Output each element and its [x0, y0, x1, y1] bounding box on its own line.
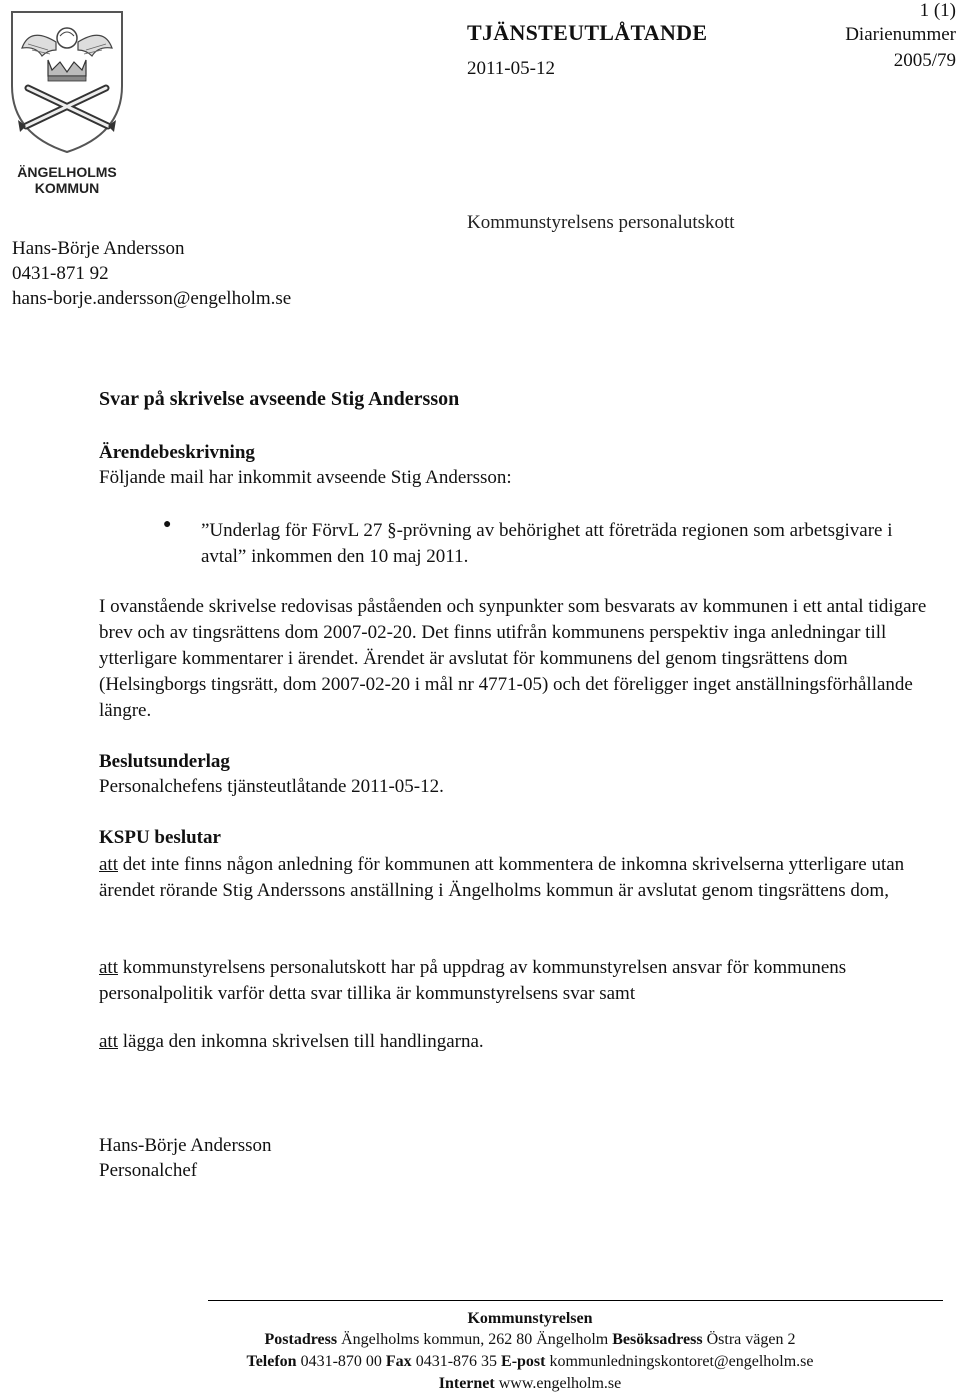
- footer-email[interactable]: kommunledningskontoret@engelholm.se: [549, 1353, 814, 1370]
- municipality-logo: [8, 6, 126, 196]
- signature-role: Personalchef: [99, 1160, 198, 1181]
- logo-text: ÄNGELHOLMS KOMMUN: [17, 164, 117, 196]
- sender-phone: 0431-871 92: [12, 263, 109, 284]
- att-word: att: [99, 1031, 118, 1052]
- section-heading-basis: Beslutsunderlag: [99, 751, 230, 772]
- diarie-label: Diarienummer: [845, 24, 956, 45]
- decision-item: [99, 1031, 929, 1053]
- document-type: TJÄNSTEUTLÅTANDE: [467, 20, 708, 45]
- decision-item-text: det inte finns någon anledning för kommunen att kommentera de inkomna skrivelserna ytterligare utan ärendet rörande Stig Anderssons anställning i Ängelholms kommun är avslutat genom tingsrättens dom,: [99, 854, 905, 901]
- description-intro: Följande mail har inkommit avseende Stig Andersson:: [99, 467, 512, 488]
- footer-org: Kommunstyrelsen: [467, 1310, 593, 1327]
- sender-block: [12, 236, 291, 311]
- att-word: att: [99, 957, 118, 978]
- decision-item-text: kommunstyrelsens personalutskott har på uppdrag av kommunstyrelsen ansvar för kommunens personalpolitik varför detta svar tillika är kommunstyrelsens svar samt: [99, 957, 847, 1004]
- att-word: att: [99, 854, 118, 875]
- sender-name: Hans-Börje Andersson: [12, 238, 185, 259]
- sender-email[interactable]: hans-borje.andersson@engelholm.se: [12, 288, 292, 309]
- section-heading-decision: KSPU beslutar: [99, 827, 221, 848]
- footer-website[interactable]: www.engelholm.se: [498, 1375, 622, 1392]
- section-heading-description: Ärendebeskrivning: [99, 442, 255, 463]
- footer-address-line: Postadress Ängelholms kommun, 262 80 Ängelholm Besöksadress Östra vägen 2: [264, 1331, 796, 1348]
- recipient: Kommunstyrelsens personalutskott: [467, 212, 735, 233]
- decision-item: [99, 955, 929, 1007]
- document-date: 2011-05-12: [467, 58, 555, 79]
- description-paragraph: I ovanstående skrivelse redovisas påståenden och synpunkter som besvarats av kommunen i ett antal tidigare brev och av tingsrättens dom 2007-02-20. Det finns utifrån kommunens perspektiv inga anledningar till ytterligare kommentarer i ärendet. Ärendet är avslutat för kommunens del genom tingsrättens dom (Helsingborgs tingsrätt, dom 2007-02-20 i mål nr 4771-05) och det föreligger inget anställningsförhållande längre.: [99, 596, 927, 721]
- signature-block: [99, 1133, 272, 1183]
- basis-text: Personalchefens tjänsteutlåtande 2011-05-12.: [99, 776, 444, 797]
- bullet-icon: ●: [163, 517, 172, 532]
- footer-web-line: Internet www.engelholm.se: [438, 1375, 622, 1392]
- document-title: Svar på skrivelse avseende Stig Andersson: [99, 388, 460, 410]
- decision-item-text: lägga den inkomna skrivelsen till handlingarna.: [122, 1031, 484, 1052]
- page-number: 1 (1): [919, 0, 956, 21]
- bullet-item: ”Underlag för FörvL 27 §-prövning av behörighet att företräda regionen som arbetsgivare i avtal” inkommen den 10 maj 2011.: [201, 520, 893, 567]
- decision-item: [99, 852, 929, 904]
- diarie-number: 2005/79: [893, 50, 956, 71]
- coat-of-arms-icon: [8, 6, 126, 156]
- signature-name: Hans-Börje Andersson: [99, 1135, 272, 1156]
- footer-divider: [208, 1300, 943, 1301]
- footer-contact-line: Telefon 0431-870 00 Fax 0431-876 35 E-post kommunledningskontoret@engelholm.se: [246, 1353, 814, 1370]
